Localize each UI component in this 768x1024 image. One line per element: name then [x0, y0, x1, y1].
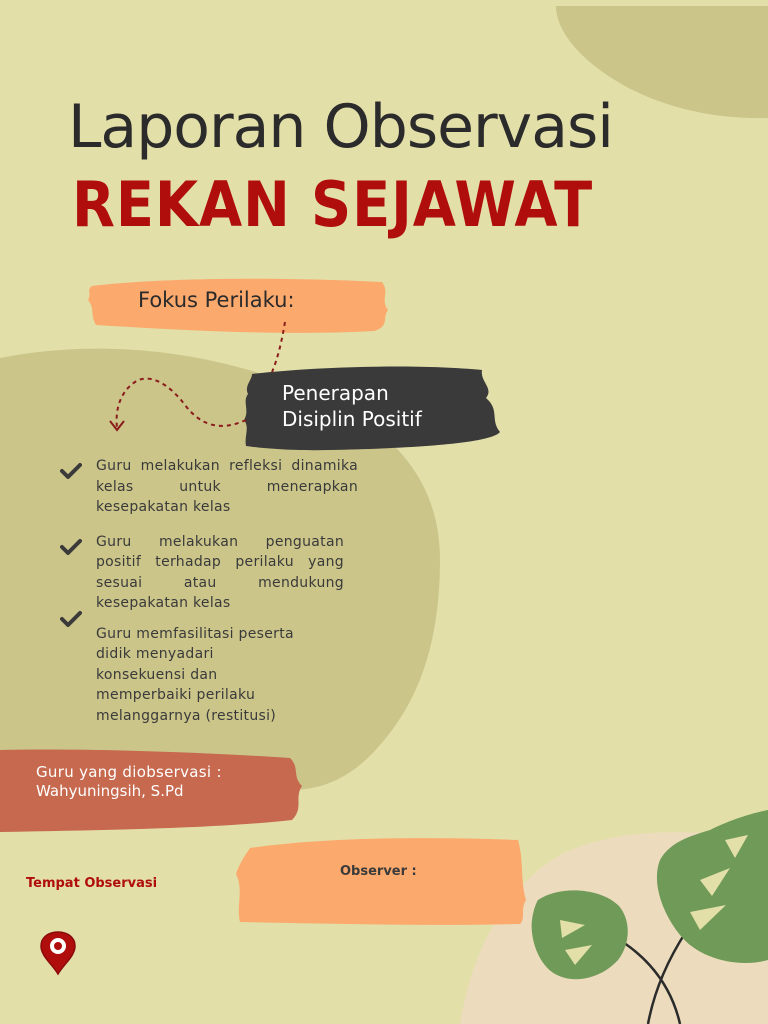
check-icon — [60, 610, 82, 628]
observer-label: Observer : — [340, 864, 417, 879]
place-label: Tempat Observasi — [26, 876, 158, 891]
location-pin-icon — [38, 930, 78, 976]
title-primary: Laporan Observasi — [68, 92, 613, 162]
behavior-line-1: Penerapan — [282, 381, 389, 405]
observation-checklist — [58, 456, 358, 726]
checklist-item — [58, 624, 306, 727]
checklist-text: Guru memfasilitasi peserta didik menyadari konsekuensi dan memperbaiki perilaku melanggarnya (restitusi) — [96, 625, 294, 724]
observer-brush — [236, 838, 526, 925]
check-icon — [60, 462, 82, 480]
checklist-item — [58, 532, 344, 614]
observed-teacher-label: Guru yang diobservasi : — [36, 763, 222, 781]
observed-teacher-name: Wahyuningsih, S.Pd — [36, 782, 184, 800]
behavior-line-2: Disiplin Positif — [282, 407, 422, 431]
checklist-item — [58, 456, 358, 518]
check-icon — [60, 538, 82, 556]
checklist-text: Guru melakukan penguatan positif terhadap perilaku yang sesuai atau mendukung kesepakatan kelas — [96, 533, 344, 611]
behavior-focus — [282, 380, 422, 432]
title-secondary: REKAN SEJAWAT — [72, 168, 594, 241]
focus-label: Fokus Perilaku: — [138, 288, 295, 312]
checklist-text: Guru melakukan refleksi dinamika kelas untuk menerapkan kesepakatan kelas — [96, 458, 358, 515]
